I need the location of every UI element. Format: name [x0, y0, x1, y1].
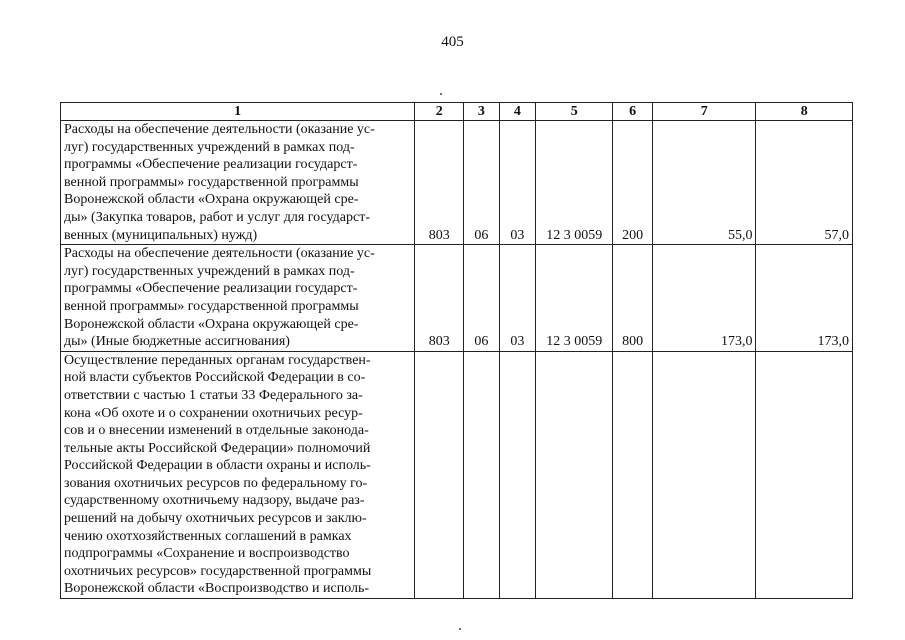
description-line: сударственному охотничьему надзору, выдаче раз-	[64, 493, 365, 509]
cell-col-4	[499, 351, 536, 598]
description-line: венных (муниципальных) нужд)	[64, 227, 258, 243]
cell-col-3: 06	[464, 121, 500, 245]
cell-col-5: 12 3 0059	[536, 121, 613, 245]
column-header: 4	[499, 103, 536, 121]
cell-col-4: 03	[499, 245, 536, 352]
description-line: зования охотничьих ресурсов по федеральному го-	[64, 475, 368, 491]
description-line: чению охотхозяйственных соглашений в рамках	[64, 528, 352, 544]
cell-col-2: 803	[415, 245, 464, 352]
cell-col-3: 06	[464, 245, 500, 352]
description-line: венной программы» государственной программы	[64, 298, 359, 314]
cell-col-3	[464, 351, 500, 598]
description-line: кона «Об охоте и о сохранении охотничьих ресур-	[64, 405, 363, 421]
page-number: 405	[441, 34, 464, 50]
description-line: решений на добычу охотничьих ресурсов и заклю-	[64, 511, 367, 527]
column-header: 2	[415, 103, 464, 121]
column-header: 1	[61, 103, 415, 121]
cell-col-8	[756, 351, 853, 598]
description-line: ной власти субъектов Российской Федерации в со-	[64, 370, 366, 386]
table-row	[61, 351, 853, 598]
table-row	[61, 121, 853, 245]
cell-col-2	[415, 351, 464, 598]
description-line: луг) государственных учреждений в рамках под-	[64, 263, 355, 279]
description-line: луг) государственных учреждений в рамках под-	[64, 139, 355, 155]
description-line: ды» (Закупка товаров, работ и услуг для государст-	[64, 209, 370, 225]
description-line: подпрограммы «Сохранение и воспроизводство	[64, 546, 350, 562]
description-line: тельные акты Российской Федерации» полномочий	[64, 440, 371, 456]
column-header: 6	[613, 103, 653, 121]
cell-col-8: 57,0	[756, 121, 853, 245]
cell-col-8: 173,0	[756, 245, 853, 352]
description-line: Воронежской области «Охрана окружающей сре-	[64, 316, 359, 332]
cell-col-6: 800	[613, 245, 653, 352]
description-line: программы «Обеспечение реализации государст-	[64, 157, 358, 173]
column-header: 5	[536, 103, 613, 121]
description-line: Воронежской области «Охрана окружающей сре-	[64, 192, 359, 208]
description-line: Российской Федерации в области охраны и исполь-	[64, 458, 371, 474]
table-row	[61, 245, 853, 352]
description-line: Воронежской области «Воспроизводство и исполь-	[64, 581, 370, 597]
scan-speck	[440, 93, 442, 95]
cell-col-6: 200	[613, 121, 653, 245]
cell-col-7: 173,0	[652, 245, 756, 352]
description-line: Расходы на обеспечение деятельности (оказание ус-	[64, 122, 375, 137]
row-description	[61, 245, 415, 352]
cell-col-6	[613, 351, 653, 598]
column-header: 7	[652, 103, 756, 121]
budget-table	[60, 102, 853, 599]
column-header: 3	[464, 103, 500, 121]
description-line: программы «Обеспечение реализации государст-	[64, 281, 358, 297]
cell-col-7	[652, 351, 756, 598]
cell-col-7: 55,0	[652, 121, 756, 245]
cell-col-2: 803	[415, 121, 464, 245]
description-line: охотничьих ресурсов» государственной программы	[64, 563, 372, 579]
description-line: ды» (Иные бюджетные ассигнования)	[64, 334, 290, 350]
scan-speck	[459, 628, 461, 630]
column-header: 8	[756, 103, 853, 121]
cell-col-4: 03	[499, 121, 536, 245]
row-description	[61, 351, 415, 598]
description-line: ответствии с частью 1 статьи 33 Федерального за-	[64, 387, 363, 403]
description-line: Осуществление переданных органам государствен-	[64, 352, 371, 368]
cell-col-5: 12 3 0059	[536, 245, 613, 352]
description-line: сов и о внесении изменений в отдельные законода-	[64, 423, 369, 439]
description-line: венной программы» государственной программы	[64, 174, 359, 190]
row-description	[61, 121, 415, 245]
cell-col-5	[536, 351, 613, 598]
description-line: Расходы на обеспечение деятельности (оказание ус-	[64, 246, 375, 262]
table-header-row	[61, 103, 853, 121]
